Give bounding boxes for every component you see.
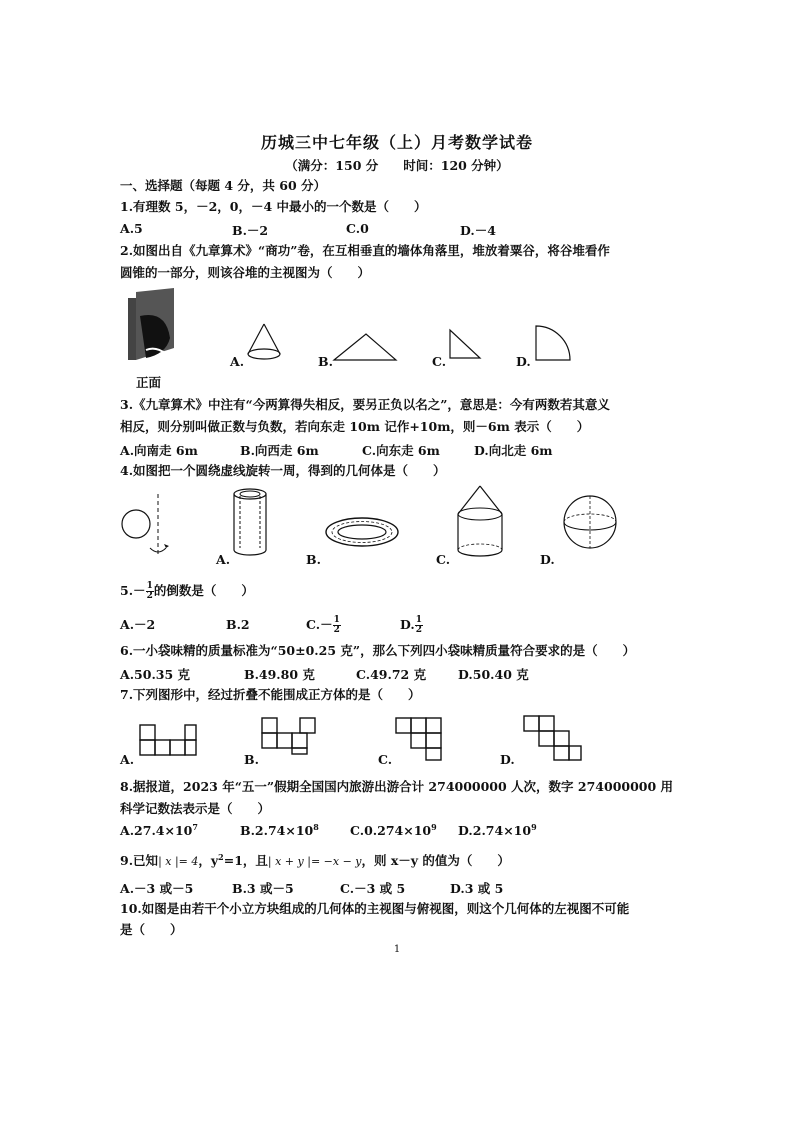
q6-option-b: B.49.80 克 bbox=[244, 667, 315, 682]
option-d-sphere-figure bbox=[560, 490, 620, 554]
option-a-cone-figure bbox=[244, 322, 284, 362]
q7-text: 7.下列图形中，经过折叠不能围成正方体的是（ ） bbox=[120, 687, 421, 702]
q2-option-a: A. bbox=[230, 354, 245, 369]
q3-line1: 3.《九章算术》中注有“今两算得失相反，要另正负以名之”，意思是：今有两数若其意义 bbox=[120, 397, 610, 412]
q2-line1: 2.如图出自《九章算术》“商功”卷，在互相垂直的墙体角落里，堆放着粟谷，将谷堆看作 bbox=[120, 243, 610, 258]
q7-net-b-figure bbox=[256, 712, 320, 758]
exam-subtitle: （满分：150 分 时间：120 分钟） bbox=[285, 158, 509, 173]
q5-option-c: C.－ $\frac{1}{2}$ bbox=[306, 615, 340, 635]
q9-option-a: A.－3 或－5 bbox=[120, 881, 194, 896]
q5-fraction: $\frac{1}{2}$ bbox=[146, 581, 153, 601]
q1-option-d: D.－4 bbox=[460, 223, 496, 238]
q5-option-b: B.2 bbox=[226, 617, 250, 632]
option-c-cone-cylinder-figure bbox=[450, 484, 510, 562]
q6-text: 6.一小袋味精的质量标准为“50±0.25 克”，那么下列四小袋味精质量符合要求的是（ ） bbox=[120, 643, 636, 658]
q4-option-c: C. bbox=[436, 552, 451, 567]
q2-option-c: C. bbox=[432, 354, 447, 369]
q8-option-a: $A.27.4\times 10^7$ bbox=[120, 822, 198, 839]
q7-option-d: D. bbox=[500, 752, 515, 767]
section-heading: 一、选择题（每题 4 分，共 60 分） bbox=[120, 178, 327, 193]
q5-option-d: D. $\frac{1}{2}$ bbox=[400, 615, 423, 635]
q8-line1: 8.据报道，2023 年“五一”假期全国国内旅游出游合计 274000000 人次，数字 274000000 用 bbox=[120, 779, 674, 794]
q9-option-c: C.－3 或 5 bbox=[340, 881, 406, 896]
q4-option-d: D. bbox=[540, 552, 555, 567]
q4-option-b: B. bbox=[306, 552, 321, 567]
q6-option-a: A.50.35 克 bbox=[120, 667, 191, 682]
grain-pile-figure bbox=[126, 288, 186, 366]
q9-option-b: B.3 或－5 bbox=[232, 881, 294, 896]
page-number: 1 bbox=[393, 944, 401, 955]
q1-option-c: C.0 bbox=[346, 221, 369, 236]
q2-option-b: B. bbox=[318, 354, 333, 369]
q2-option-d: D. bbox=[516, 354, 531, 369]
option-b-triangle-figure bbox=[330, 330, 400, 362]
option-a-cylinder-figure bbox=[228, 486, 272, 562]
q3-option-b: B.向西走 6m bbox=[240, 443, 319, 458]
q8-option-d: $D.2.74\times 10^9$ bbox=[458, 822, 537, 839]
q3-line2: 相反，则分别叫做正数与负数，若向东走 10m 记作+10m，则－6m 表示（ ） bbox=[120, 419, 590, 434]
q4-option-a: A. bbox=[216, 552, 231, 567]
rotating-circle-figure bbox=[120, 490, 170, 560]
q9-text: 9.已知| x |= 4，$y^2=1$，且| x + y |= −x − y，则 x－y 的值为（ ） bbox=[120, 852, 510, 869]
q7-option-a: A. bbox=[120, 752, 135, 767]
q6-option-d: D.50.40 克 bbox=[458, 667, 529, 682]
front-label: 正面 bbox=[136, 375, 162, 390]
q3-option-c: C.向东走 6m bbox=[362, 443, 440, 458]
q6-option-c: C.49.72 克 bbox=[356, 667, 427, 682]
q5-text: 5.－ $\frac{1}{2}$ 的倒数是（ ） bbox=[120, 581, 254, 601]
q5-option-a: A.－2 bbox=[120, 617, 156, 632]
q2-line2: 圆锥的一部分，则该谷堆的主视图为（ ） bbox=[120, 265, 371, 280]
q1-text: 1.有理数 5，－2，0，－4 中最小的一个数是（ ） bbox=[120, 199, 427, 214]
q7-option-c: C. bbox=[378, 752, 393, 767]
option-b-torus-figure bbox=[322, 512, 402, 552]
q8-option-c: $C.0.274\times 10^9$ bbox=[350, 822, 437, 839]
q1-option-b: B.－2 bbox=[232, 223, 269, 238]
q9-option-d: D.3 或 5 bbox=[450, 881, 504, 896]
q7-option-b: B. bbox=[244, 752, 259, 767]
option-c-right-triangle-figure bbox=[446, 328, 486, 362]
q3-option-d: D.向北走 6m bbox=[474, 443, 553, 458]
q8-line2: 科学记数法表示是（ ） bbox=[120, 801, 271, 816]
q1-option-a: A.5 bbox=[120, 221, 143, 236]
q8-option-b: $B.2.74\times 10^8$ bbox=[240, 822, 319, 839]
q10-line2: 是（ ） bbox=[120, 922, 183, 937]
q7-net-a-figure bbox=[136, 716, 200, 762]
q7-net-d-figure bbox=[520, 712, 586, 762]
option-d-quarter-circle-figure bbox=[532, 324, 576, 364]
q3-option-a: A.向南走 6m bbox=[120, 443, 198, 458]
q10-line1: 10.如图是由若干个小立方块组成的几何体的主视图与俯视图，则这个几何体的左视图不可能 bbox=[120, 901, 630, 916]
exam-title: 历城三中七年级（上）月考数学试卷 bbox=[260, 133, 533, 152]
q7-net-c-figure bbox=[392, 712, 458, 762]
q4-text: 4.如图把一个圆绕虚线旋转一周，得到的几何体是（ ） bbox=[120, 463, 446, 478]
